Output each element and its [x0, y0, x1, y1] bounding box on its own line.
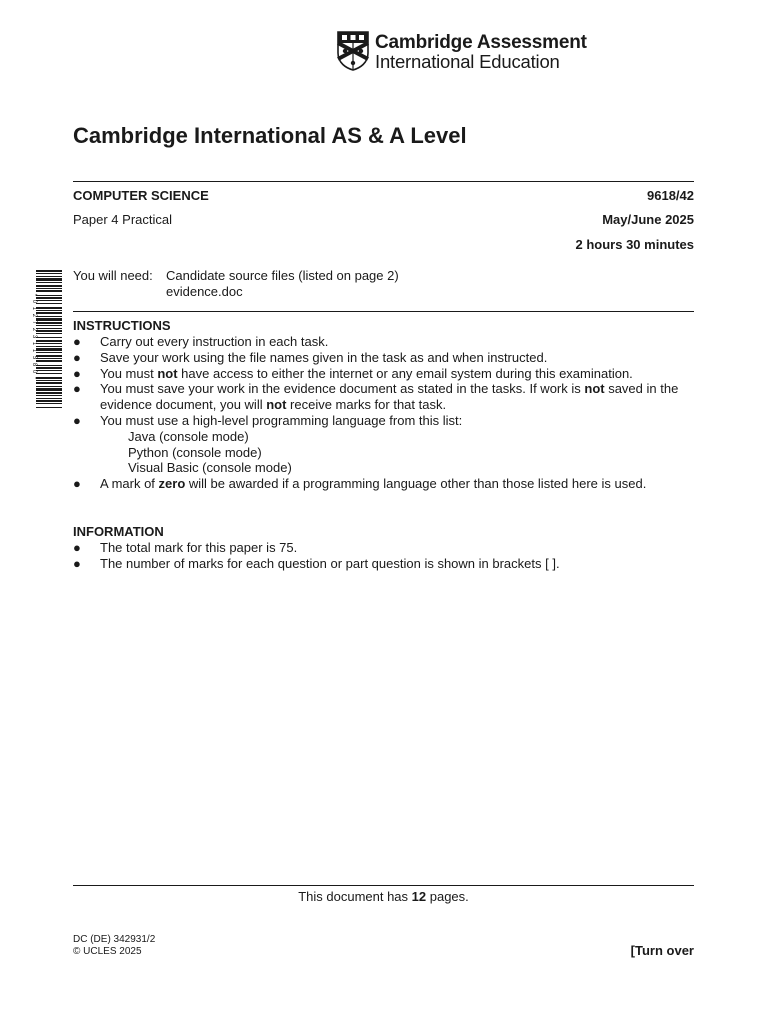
barcode-text: * 0 1 2 7 2 3 1 1 5 8 0 * [31, 293, 37, 381]
divider-bottom [73, 885, 694, 886]
logo-text-line1: Cambridge Assessment [375, 32, 587, 53]
barcode-bar [36, 382, 62, 384]
barcode-bar [36, 278, 62, 281]
cambridge-crest-icon [337, 31, 369, 71]
barcode-bar [36, 386, 62, 387]
turn-over-label: [Turn over [630, 943, 694, 958]
bullet-icon: ● [73, 349, 81, 365]
barcode-bar [36, 370, 62, 371]
barcode-bar [36, 273, 62, 274]
bullet-icon: ● [73, 555, 81, 571]
bullet-icon: ● [73, 365, 81, 381]
bullet-icon: ● [73, 412, 81, 428]
barcode-bar [36, 340, 62, 342]
barcode-bar [36, 367, 62, 369]
list-item: ● You must save your work in the evidence document as stated in the tasks. If work is not saved in the evidence document, you will not receive marks for that task. [73, 381, 679, 413]
document-code: DC (DE) 342931/2 [73, 934, 156, 945]
language-item: Visual Basic (console mode) [128, 460, 292, 476]
barcode-bar [36, 365, 62, 366]
language-item: Java (console mode) [128, 428, 249, 444]
instructions-heading: INSTRUCTIONS [73, 318, 171, 333]
barcode-bar [36, 330, 62, 332]
barcode-bar [36, 360, 62, 362]
information-list [73, 540, 694, 572]
barcode-bar [36, 346, 62, 347]
barcode-bar [36, 355, 62, 357]
barcode-bar [36, 295, 62, 296]
barcode-bar [36, 303, 62, 304]
page-title: Cambridge International AS & A Level [73, 123, 467, 148]
copyright-text: © UCLES 2025 [73, 946, 142, 957]
barcode-bar [36, 307, 62, 309]
barcode-bar [36, 276, 62, 277]
barcode-bar [36, 380, 62, 381]
barcode [28, 270, 64, 410]
materials-item: Candidate source files (listed on page 2) [166, 268, 399, 283]
exam-duration: 2 hours 30 minutes [575, 237, 694, 252]
list-item: ● A mark of zero will be awarded if a programming language other than those listed here is used. [73, 476, 647, 492]
information-heading: INFORMATION [73, 524, 164, 539]
barcode-bar [36, 318, 62, 321]
barcode-bar [36, 400, 62, 402]
syllabus-code: 9618/42 [647, 188, 694, 203]
barcode-bar [36, 288, 62, 289]
barcode-bar [36, 407, 62, 408]
cambridge-logo [337, 31, 587, 72]
barcode-bar [36, 312, 62, 314]
bullet-icon: ● [73, 540, 81, 555]
barcode-bar [36, 388, 62, 391]
list-item: ● The number of marks for each question or part question is shown in brackets [ ]. [73, 555, 560, 571]
barcode-bar [36, 325, 62, 326]
barcode-bar [36, 290, 62, 292]
list-item: ● You must use a high-level programming language from this list: [73, 412, 463, 428]
barcode-bar [36, 333, 62, 334]
list-item: ● Carry out every instruction in each task. [73, 334, 329, 349]
barcode-bar [36, 270, 62, 272]
bullet-icon: ● [73, 334, 81, 349]
barcode-bar [36, 395, 62, 396]
divider-middle [73, 311, 694, 312]
paper-name: Paper 4 Practical [73, 212, 172, 227]
exam-session: May/June 2025 [602, 212, 694, 227]
bullet-icon: ● [73, 381, 81, 397]
barcode-bar [36, 300, 62, 301]
instructions-list [73, 334, 694, 492]
page-count-note: This document has 12 pages. [298, 889, 469, 904]
subject-name: COMPUTER SCIENCE [73, 188, 209, 203]
logo-text-line2: International Education [375, 51, 560, 72]
barcode-bar [36, 343, 62, 344]
materials-item: evidence.doc [166, 284, 243, 299]
list-item: ● You must not have access to either the internet or any email system during this examination. [73, 365, 633, 381]
list-item: ● Save your work using the file names given in the task as and when instructed. [73, 349, 548, 365]
barcode-bar [36, 316, 62, 317]
barcode-bar [36, 285, 62, 287]
barcode-bar [36, 337, 62, 338]
list-item: ● The total mark for this paper is 75. [73, 540, 298, 555]
barcode-bar [36, 282, 62, 283]
barcode-bar [36, 328, 62, 329]
barcode-bar [36, 352, 62, 353]
bullet-icon: ● [73, 476, 81, 492]
barcode-bar [36, 322, 62, 324]
barcode-bar [36, 398, 62, 399]
barcode-bar [36, 373, 62, 374]
barcode-bar [36, 377, 62, 379]
barcode-bar [36, 348, 62, 351]
materials-label: You will need: [73, 268, 153, 283]
barcode-bar [36, 358, 62, 359]
divider-top [73, 181, 694, 182]
barcode-bar [36, 392, 62, 394]
barcode-bar [36, 297, 62, 299]
barcode-bar [36, 403, 62, 404]
barcode-bar [36, 310, 62, 311]
language-item: Python (console mode) [128, 444, 262, 460]
